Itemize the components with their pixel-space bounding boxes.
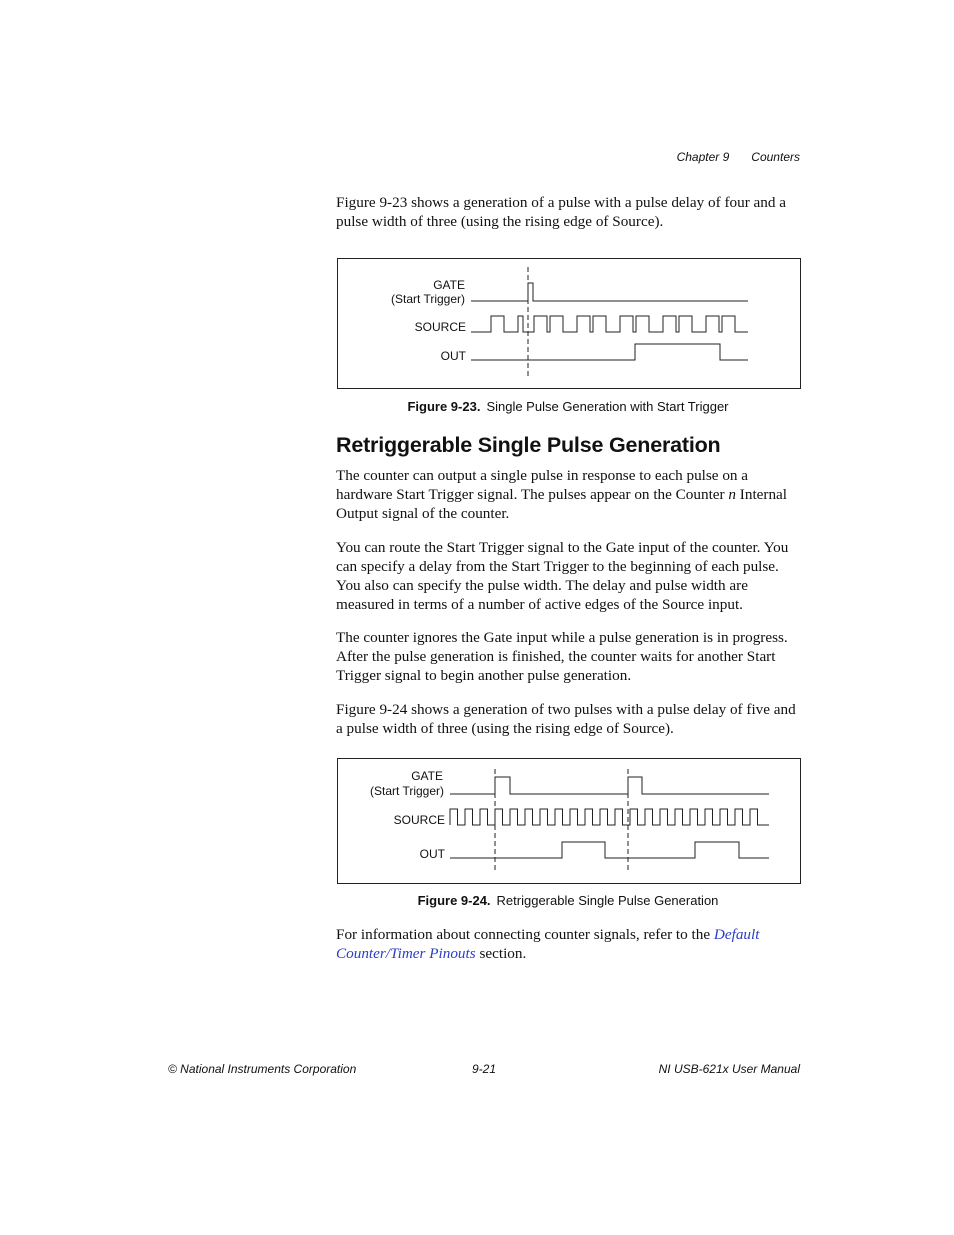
paragraph-3: The counter ignores the Gate input while a pulse generation is in progress. After the pulse generation is finished, the counter waits for another Start Trigger signal to begin another pulse generation. — [336, 629, 788, 684]
header-chapter: Chapter 9 — [676, 150, 730, 164]
paragraph-2: You can route the Start Trigger signal to the Gate input of the counter. You can specify a delay from the Start Trigger to the beginning of each pulse. You also can specify the pulse width. The delay and pulse width are measured in terms of a number of active edges of the Source input. — [336, 539, 789, 613]
section-heading: Retriggerable Single Pulse Generation — [336, 433, 721, 457]
footer-page-number: 9-21 — [472, 1062, 497, 1076]
paragraph-1-before: The counter can output a single pulse in response to each pulse on a hardware Start Trigger signal. The pulses appear on the Counter — [336, 467, 749, 503]
paragraph-4: Figure 9-24 shows a generation of two pulses with a pulse delay of five and a pulse width of three (using the rising edge of Source). — [336, 701, 796, 737]
gate-sub-label: (Start Trigger) — [369, 784, 444, 798]
closing-paragraph — [336, 925, 806, 963]
gate-waveform — [450, 777, 769, 794]
default-pinouts-link[interactable]: Default Counter/Timer Pinouts — [336, 926, 760, 962]
closing-before: For information about connecting counter signals, refer to the — [336, 926, 714, 943]
figure-9-23 — [337, 258, 801, 389]
source-label: SOURCE — [393, 813, 445, 827]
caption-text: Single Pulse Generation with Start Trigger — [486, 399, 729, 414]
out-waveform — [450, 842, 769, 858]
out-waveform — [471, 344, 748, 360]
footer-right: NI USB-621x User Manual — [658, 1062, 800, 1076]
footer-left: © National Instruments Corporation — [168, 1062, 357, 1076]
header-section: Counters — [751, 150, 800, 164]
gate-sub-label: (Start Trigger) — [390, 292, 465, 306]
source-waveform — [471, 316, 748, 332]
running-header — [655, 150, 800, 164]
source-label: SOURCE — [414, 320, 466, 334]
figure-9-24-caption — [337, 893, 799, 908]
timing-diagram-9-23 — [338, 259, 800, 388]
gate-waveform — [471, 283, 748, 301]
timing-diagram-9-24 — [338, 759, 800, 883]
out-label: OUT — [419, 847, 445, 861]
figure-9-23-caption — [337, 399, 799, 414]
paragraph-1-after: Internal Output signal of the counter. — [336, 486, 788, 522]
gate-label: GATE — [433, 278, 465, 292]
paragraph-1-italic: n — [728, 486, 736, 503]
paragraph-1 — [336, 466, 806, 523]
gate-label: GATE — [411, 769, 443, 783]
source-waveform — [450, 809, 769, 825]
figure-9-24 — [337, 758, 801, 884]
caption-text: Retriggerable Single Pulse Generation — [496, 893, 719, 908]
caption-number: Figure 9-23. — [407, 399, 481, 414]
out-label: OUT — [440, 349, 466, 363]
caption-number: Figure 9-24. — [417, 893, 491, 908]
closing-after: section. — [475, 945, 527, 962]
intro-paragraph: Figure 9-23 shows a generation of a pulse with a pulse delay of four and a pulse width of three (using the rising edge of Source). — [336, 194, 787, 230]
